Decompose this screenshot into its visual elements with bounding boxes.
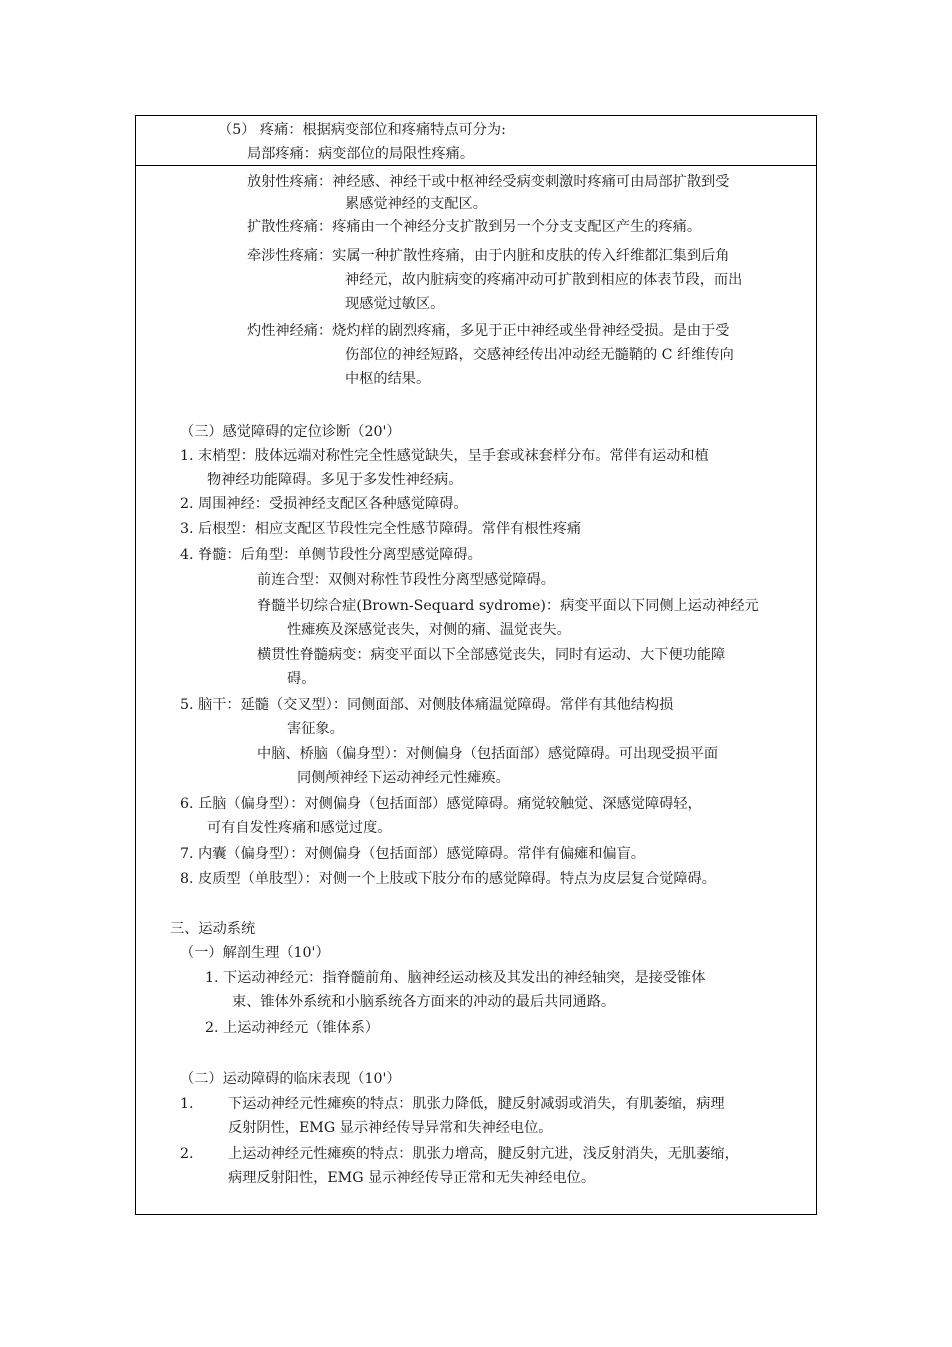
motor-clinical-item-2-line1: 上运动神经元性瘫痪的特点：肌张力增高，腱反射亢进，浅反射消失，无肌萎缩， <box>228 1146 739 1162</box>
sensory-item-5-line1: 5. 脑干：延髓（交叉型）：同侧面部、对侧肢体痛温觉障碍。常伴有其他结构损 <box>180 697 674 713</box>
motor-clinical-item-2-number: 2. <box>180 1146 194 1162</box>
pain-radiating-line1: 放射性疼痛：神经感、神经干或中枢神经受病变刺激时疼痛可由局部扩散到受 <box>247 174 730 190</box>
motor-clinical-item-1-line1: 下运动神经元性瘫痪的特点：肌张力降低，腱反射减弱或消失，有肌萎缩，病理 <box>228 1096 725 1112</box>
pain-causalgia-line1: 灼性神经痛：烧灼样的剧烈疼痛，多见于正中神经或坐骨神经受损。是由于受 <box>247 323 730 339</box>
sensory-item-1-line2: 物神经功能障碍。多见于多发性神经病。 <box>207 472 463 488</box>
pain-referred-line1: 牵涉性疼痛：实属一种扩散性疼痛，由于内脏和皮肤的传入纤维都汇集到后角 <box>247 248 730 264</box>
sensory-item-1-line1: 1. 末梢型：肢体远端对称性完全性感觉缺失，呈手套或袜套样分布。常伴有运动和植 <box>180 448 709 464</box>
sensory-item-4-transverse-line2: 碍。 <box>287 671 316 687</box>
motor-clinical-heading: （二）运动障碍的临床表现（10'） <box>180 1071 401 1087</box>
sensory-item-5-midbrain-line2: 同侧颅神经下运动神经元性瘫痪。 <box>297 770 510 786</box>
sensory-item-4: 4. 脊髓：后角型：单侧节段性分离型感觉障碍。 <box>180 547 482 563</box>
sensory-item-4-anterior: 前连合型：双侧对称性节段性分离型感觉障碍。 <box>257 572 555 588</box>
motor-heading: 三、运动系统 <box>170 921 256 937</box>
pain-referred-line2: 神经元，故内脏病变的疼痛冲动可扩散到相应的体表节段，而出 <box>345 272 743 288</box>
row-divider <box>136 165 816 166</box>
sensory-item-5-line2: 害征象。 <box>287 721 344 737</box>
pain-causalgia-line2: 伤部位的神经短路，交感神经传出冲动经无髓鞘的 C 纤维传向 <box>345 347 734 363</box>
motor-clinical-item-1-number: 1. <box>180 1096 194 1112</box>
pain-referred-line3: 现感觉过敏区。 <box>345 296 445 312</box>
motor-anatomy-item-1-line2: 束、锥体外系统和小脑系统各方面来的冲动的最后共同通路。 <box>232 994 616 1010</box>
sensory-item-7: 7. 内囊（偏身型）：对侧偏身（包括面部）感觉障碍。常伴有偏瘫和偏盲。 <box>180 846 645 862</box>
sensory-item-4-brown-sequard-line1: 脊髓半切综合症(Brown-Sequard sydrome)：病变平面以下同侧上运动神经元 <box>257 598 759 614</box>
motor-anatomy-item-2: 2. 上运动神经元（锥体系） <box>205 1020 380 1036</box>
sensory-heading: （三）感觉障碍的定位诊断（20'） <box>180 424 401 440</box>
sensory-item-6-line2: 可有自发性疼痛和感觉过度。 <box>207 820 392 836</box>
sensory-item-4-transverse-line1: 横贯性脊髓病变：病变平面以下全部感觉丧失，同时有运动、大下便功能障 <box>257 647 726 663</box>
sensory-item-5-midbrain-line1: 中脑、桥脑（偏身型）：对侧偏身（包括面部）感觉障碍。可出现受损平面 <box>257 746 719 762</box>
pain-radiating-line2: 累感觉神经的支配区。 <box>345 196 487 212</box>
motor-anatomy-item-1-line1: 1. 下运动神经元：指脊髓前角、脑神经运动核及其发出的神经轴突，是接受锥体 <box>205 970 706 986</box>
pain-spreading: 扩散性疼痛：疼痛由一个神经分支扩散到另一个分支支配区产生的疼痛。 <box>247 219 702 235</box>
sensory-item-6-line1: 6. 丘脑（偏身型）：对侧偏身（包括面部）感觉障碍。痛觉较触觉、深感觉障碍轻， <box>180 796 702 812</box>
sensory-item-8: 8. 皮质型（单肢型）：对侧一个上肢或下肢分布的感觉障碍。特点为皮层复合觉障碍。 <box>180 871 716 887</box>
sensory-item-4-brown-sequard-line2: 性瘫痪及深感觉丧失，对侧的痛、温觉丧失。 <box>287 622 571 638</box>
motor-clinical-item-2-line2: 病理反射阳性，EMG 显示神经传导正常和无失神经电位。 <box>228 1170 596 1186</box>
sensory-item-3: 3. 后根型：相应支配区节段性完全性感节障碍。常伴有根性疼痛 <box>180 521 582 537</box>
pain-local: 局部疼痛：病变部位的局限性疼痛。 <box>247 146 475 162</box>
pain-intro: （5） 疼痛：根据病变部位和疼痛特点可分为: <box>218 122 506 138</box>
pain-causalgia-line3: 中枢的结果。 <box>345 371 431 387</box>
motor-clinical-item-1-line2: 反射阴性，EMG 显示神经传导异常和失神经电位。 <box>228 1120 553 1136</box>
sensory-item-2: 2. 周围神经：受损神经支配区各种感觉障碍。 <box>180 496 468 512</box>
motor-anatomy-heading: （一）解剖生理（10'） <box>180 945 330 961</box>
